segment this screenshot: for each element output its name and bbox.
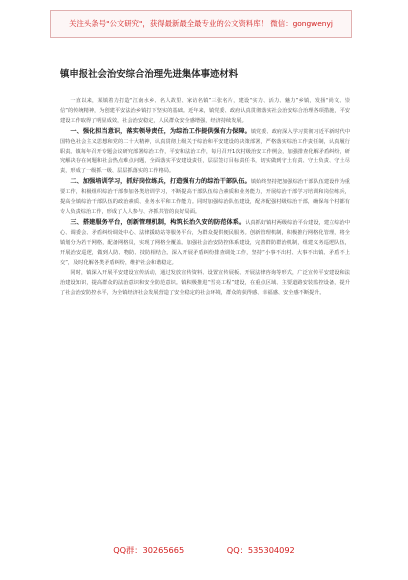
paragraph xyxy=(60,96,350,127)
document-body xyxy=(60,96,350,299)
paragraph-text: 认真抓好镇村两级综治平台建设，建立综治中心、调委会、矛盾纠纷调处中心、法律援助站等服务平台，为群众提供便民服务。创新管理机制，积极推行网格化管理，将全镇划分为若干网格，配备网格员，实现了网格全覆盖。加强社会治安防控体系建设，完善群防群治机制，组建义务巡逻队伍，开展治安巡逻，做到人防、物防、技防相结合。深入开展矛盾纠纷排查调处工作，坚持“小事不出村、大事不出镇、矛盾不上交”，及时化解各类矛盾纠纷，维护社会和谐稳定。 xyxy=(60,219,350,266)
document-title: 镇申报社会治安综合治理先进集体事迹材料 xyxy=(60,69,239,80)
paragraph xyxy=(60,177,350,218)
promo-banner xyxy=(50,10,352,38)
section-heading: 一、强化担当意识，落实领导责任，为综治工作提供强有力保障。 xyxy=(70,127,251,135)
paragraph xyxy=(60,218,350,269)
paragraph-text: 镇党委、政府深入学习贯彻习近平新时代中国特色社会主义思想和党的二十大精神，认真贯彻上级关于综治和平安建设的决策部署，严格落实综治工作责任制，认真履行职责。镇每年召开专题会议研究部署综治工作，平安和法治工作，每月召开1次村级治安工作例会，加强排查化解矛盾纠纷，研究解决存在问题和社会热点难点问题，全面落实平安建设责任，层层签订目标责任书，切实做到守土有责、守土负责、守土尽责，形成了一级抓一级、层层抓落实的工作格局。 xyxy=(60,128,350,175)
paragraph-text: 镇始终坚持把加强综治干部队伍建设作为重要工作，积极组织综治干部参加各类培训学习，不断提高干部队伍综合素质和业务能力，开展综治干部学习培训和岗位练兵，提高全镇综治干部队伍的政治素质、业务水平和工作能力。同时加强综治队伍建设，配齐配强村级综治干部，确保每个村都有专人负责综治工作，形成了人人参与、齐抓共管的良好局面。 xyxy=(60,179,350,215)
paragraph xyxy=(60,127,350,178)
qq-number: QQ：535304092 xyxy=(226,545,295,555)
contact-footer xyxy=(0,545,408,556)
promo-banner-text: 关注头条号"公文研究"，获得最新最全最专业的公文资料库！ 微信：gongwenyj xyxy=(69,19,333,28)
section-heading: 二、加强培训学习，抓好岗位练兵，打造强有力的综治干部队伍。 xyxy=(70,178,251,186)
qq-group: QQ群：30265665 xyxy=(113,545,185,555)
paragraph-text: 同时，镇深入开展平安建设宣传活动，通过发放宣传资料、设置宣传展板、开展法律咨询等形式，广泛宣传平安建设和法治建设知识，提高群众的法治意识和安全防范意识。镇积极推进“雪亮工程”建设，在重点区域、主要道路安装监控设备，提升了社会治安防控水平，为全镇经济社会发展营造了安全稳定的社会环境，群众的获得感、幸福感、安全感不断提升。 xyxy=(60,270,350,297)
paragraph xyxy=(60,268,350,299)
section-heading: 三、搭建服务平台，创新管理机制，构筑长治久安的防范体系。 xyxy=(70,218,246,226)
paragraph-text: 一直以来，某镇着力打造“江南水乡、名人故里、家访名镇”三张名片，建设“实力、活力、魅力”乡镇，发扬“尚文、崇信”的传统精神，为创建平安法治乡镇打下坚实的基础。近年来，镇党委、政府认真贯彻落实社会治安综合治理各项措施，平安建设工作取得了明显成效，社会治安稳定，人民群众安全感增强，经济持续发展。 xyxy=(60,98,350,124)
